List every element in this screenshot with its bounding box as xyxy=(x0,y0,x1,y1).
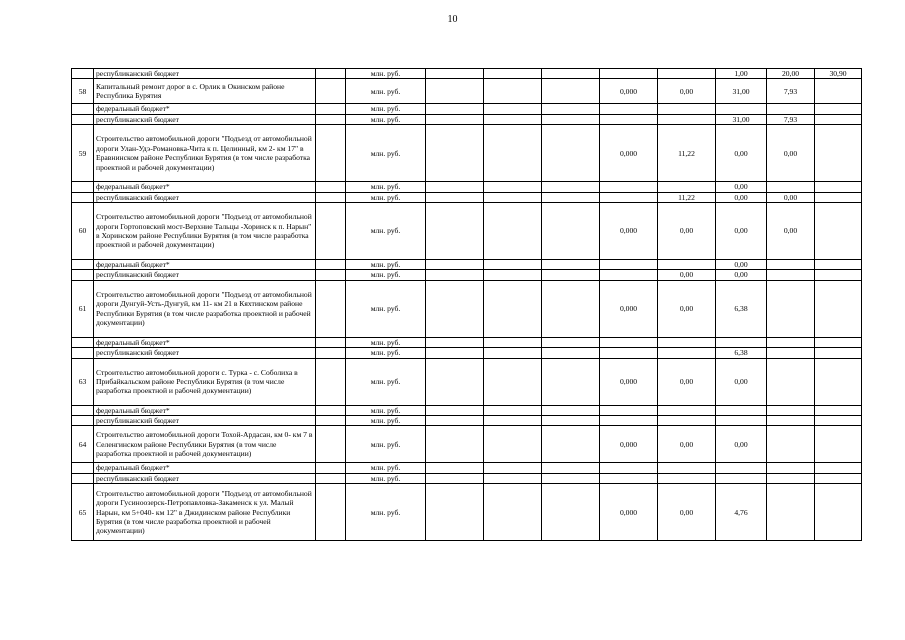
value-cell xyxy=(815,358,862,405)
row-number xyxy=(72,182,94,192)
value-cell xyxy=(815,463,862,473)
value-cell xyxy=(716,104,767,114)
value-cell: 0,00 xyxy=(658,280,716,337)
value-cell xyxy=(542,270,600,280)
budget-subrow xyxy=(72,270,862,280)
project-row xyxy=(72,203,862,260)
value-cell: 0,00 xyxy=(716,260,767,270)
value-cell: 20,00 xyxy=(767,69,815,79)
value-cell xyxy=(600,270,658,280)
value-cell xyxy=(484,348,542,358)
value-cell xyxy=(484,473,542,483)
value-cell xyxy=(542,182,600,192)
budget-subrow xyxy=(72,192,862,202)
value-cell xyxy=(767,348,815,358)
value-cell xyxy=(658,337,716,347)
value-cell: 0,000 xyxy=(600,79,658,104)
value-cell xyxy=(426,484,484,541)
value-cell xyxy=(426,192,484,202)
value-cell xyxy=(484,125,542,182)
row-number: 60 xyxy=(72,203,94,260)
value-cell xyxy=(542,426,600,463)
value-cell xyxy=(767,104,815,114)
value-cell xyxy=(542,79,600,104)
value-cell xyxy=(426,473,484,483)
value-cell: 31,00 xyxy=(716,79,767,104)
value-cell xyxy=(767,463,815,473)
budget-subrow xyxy=(72,405,862,415)
value-cell: 30,90 xyxy=(815,69,862,79)
value-cell xyxy=(542,114,600,124)
value-cell xyxy=(767,337,815,347)
unit-cell: млн. руб. xyxy=(346,337,426,347)
budget-source-label: республиканский бюджет xyxy=(94,416,316,426)
value-cell xyxy=(658,104,716,114)
empty-cell xyxy=(316,416,346,426)
value-cell xyxy=(658,405,716,415)
row-number: 63 xyxy=(72,358,94,405)
row-number xyxy=(72,416,94,426)
value-cell: 11,22 xyxy=(658,125,716,182)
project-row xyxy=(72,280,862,337)
value-cell xyxy=(658,114,716,124)
value-cell xyxy=(426,416,484,426)
value-cell xyxy=(815,348,862,358)
budget-subrow xyxy=(72,463,862,473)
empty-cell xyxy=(316,405,346,415)
value-cell xyxy=(426,104,484,114)
value-cell xyxy=(658,348,716,358)
value-cell xyxy=(426,114,484,124)
value-cell xyxy=(426,337,484,347)
value-cell xyxy=(815,203,862,260)
value-cell xyxy=(426,463,484,473)
value-cell xyxy=(658,260,716,270)
value-cell xyxy=(658,416,716,426)
row-number xyxy=(72,405,94,415)
empty-cell xyxy=(316,125,346,182)
value-cell xyxy=(484,203,542,260)
empty-cell xyxy=(316,114,346,124)
project-row xyxy=(72,79,862,104)
value-cell: 0,00 xyxy=(658,79,716,104)
empty-cell xyxy=(316,104,346,114)
budget-subrow xyxy=(72,473,862,483)
value-cell xyxy=(426,203,484,260)
value-cell xyxy=(815,182,862,192)
row-number xyxy=(72,69,94,79)
value-cell xyxy=(542,337,600,347)
value-cell xyxy=(484,182,542,192)
value-cell xyxy=(542,358,600,405)
value-cell xyxy=(484,358,542,405)
project-name: Строительство автомобильной дороги "Подъезд от автомобильной дороги Гортоповский мост-Верхние Тальцы -Хоринск к п. Нарын" в Хоринском районе Республики Бурятия (в том числе разработка проектной и рабочей документации) xyxy=(94,203,316,260)
value-cell xyxy=(716,473,767,483)
unit-cell: млн. руб. xyxy=(346,358,426,405)
value-cell xyxy=(426,260,484,270)
unit-cell: млн. руб. xyxy=(346,192,426,202)
value-cell xyxy=(484,405,542,415)
value-cell: 0,000 xyxy=(600,484,658,541)
unit-cell: млн. руб. xyxy=(346,79,426,104)
value-cell xyxy=(542,260,600,270)
value-cell: 0,00 xyxy=(767,203,815,260)
value-cell xyxy=(600,405,658,415)
value-cell xyxy=(600,473,658,483)
value-cell xyxy=(815,114,862,124)
value-cell xyxy=(767,426,815,463)
row-number xyxy=(72,348,94,358)
value-cell xyxy=(767,484,815,541)
row-number xyxy=(72,114,94,124)
unit-cell: млн. руб. xyxy=(346,280,426,337)
value-cell xyxy=(767,280,815,337)
value-cell xyxy=(542,280,600,337)
project-name: Строительство автомобильной дороги "Подъезд от автомобильной дороги Дунгуй-Усть-Дунгуй, км 11- км 21 в Кяхтинском районе Республики Бурятия (в том числе разработка проектной и рабочей документации) xyxy=(94,280,316,337)
empty-cell xyxy=(316,473,346,483)
project-name: Капитальный ремонт дорог в с. Орлик в Окинском районе Республика Бурятия xyxy=(94,79,316,104)
budget-source-label: республиканский бюджет xyxy=(94,69,316,79)
value-cell xyxy=(426,182,484,192)
budget-source-label: федеральный бюджет* xyxy=(94,405,316,415)
value-cell xyxy=(484,114,542,124)
empty-cell xyxy=(316,463,346,473)
unit-cell: млн. руб. xyxy=(346,270,426,280)
empty-cell xyxy=(316,260,346,270)
value-cell xyxy=(600,104,658,114)
budget-source-label: республиканский бюджет xyxy=(94,473,316,483)
budget-subrow xyxy=(72,69,862,79)
value-cell xyxy=(767,182,815,192)
value-cell xyxy=(815,337,862,347)
project-row xyxy=(72,125,862,182)
value-cell xyxy=(542,473,600,483)
project-row xyxy=(72,484,862,541)
value-cell xyxy=(484,79,542,104)
empty-cell xyxy=(316,280,346,337)
value-cell: 0,00 xyxy=(716,125,767,182)
budget-source-label: федеральный бюджет* xyxy=(94,260,316,270)
row-number: 59 xyxy=(72,125,94,182)
row-number xyxy=(72,473,94,483)
empty-cell xyxy=(316,79,346,104)
value-cell: 0,00 xyxy=(716,270,767,280)
empty-cell xyxy=(316,270,346,280)
empty-cell xyxy=(316,182,346,192)
value-cell: 0,00 xyxy=(767,125,815,182)
value-cell xyxy=(542,69,600,79)
value-cell: 0,00 xyxy=(658,203,716,260)
value-cell xyxy=(815,405,862,415)
value-cell xyxy=(815,280,862,337)
value-cell xyxy=(426,270,484,280)
value-cell xyxy=(815,125,862,182)
value-cell xyxy=(815,416,862,426)
value-cell xyxy=(767,270,815,280)
value-cell xyxy=(484,337,542,347)
value-cell xyxy=(426,348,484,358)
budget-source-label: федеральный бюджет* xyxy=(94,337,316,347)
value-cell xyxy=(542,416,600,426)
value-cell xyxy=(542,125,600,182)
value-cell xyxy=(815,473,862,483)
value-cell: 31,00 xyxy=(716,114,767,124)
budget-subrow xyxy=(72,337,862,347)
project-row xyxy=(72,426,862,463)
value-cell xyxy=(484,192,542,202)
value-cell xyxy=(484,280,542,337)
empty-cell xyxy=(316,192,346,202)
unit-cell: млн. руб. xyxy=(346,104,426,114)
budget-subrow xyxy=(72,104,862,114)
value-cell: 6,38 xyxy=(716,280,767,337)
value-cell xyxy=(542,192,600,202)
unit-cell: млн. руб. xyxy=(346,484,426,541)
value-cell: 0,00 xyxy=(716,182,767,192)
value-cell xyxy=(716,337,767,347)
unit-cell: млн. руб. xyxy=(346,416,426,426)
budget-table xyxy=(71,68,862,541)
value-cell xyxy=(600,69,658,79)
value-cell xyxy=(542,463,600,473)
unit-cell: млн. руб. xyxy=(346,405,426,415)
budget-source-label: республиканский бюджет xyxy=(94,270,316,280)
budget-subrow xyxy=(72,182,862,192)
value-cell xyxy=(600,192,658,202)
value-cell xyxy=(658,473,716,483)
value-cell xyxy=(767,416,815,426)
value-cell xyxy=(767,358,815,405)
value-cell: 0,00 xyxy=(658,426,716,463)
value-cell: 0,000 xyxy=(600,358,658,405)
budget-source-label: федеральный бюджет* xyxy=(94,463,316,473)
value-cell xyxy=(484,260,542,270)
value-cell xyxy=(815,270,862,280)
value-cell xyxy=(815,260,862,270)
value-cell: 0,000 xyxy=(600,426,658,463)
row-number xyxy=(72,270,94,280)
value-cell: 0,000 xyxy=(600,125,658,182)
row-number: 65 xyxy=(72,484,94,541)
budget-subrow xyxy=(72,114,862,124)
value-cell: 0,00 xyxy=(658,484,716,541)
value-cell xyxy=(815,426,862,463)
value-cell: 11,22 xyxy=(658,192,716,202)
value-cell xyxy=(542,203,600,260)
unit-cell: млн. руб. xyxy=(346,69,426,79)
unit-cell: млн. руб. xyxy=(346,463,426,473)
value-cell xyxy=(600,463,658,473)
empty-cell xyxy=(316,426,346,463)
value-cell xyxy=(484,463,542,473)
empty-cell xyxy=(316,484,346,541)
unit-cell: млн. руб. xyxy=(346,182,426,192)
value-cell xyxy=(767,473,815,483)
row-number xyxy=(72,463,94,473)
value-cell: 6,38 xyxy=(716,348,767,358)
row-number xyxy=(72,104,94,114)
row-number xyxy=(72,192,94,202)
value-cell xyxy=(426,69,484,79)
value-cell xyxy=(426,125,484,182)
value-cell xyxy=(767,260,815,270)
value-cell xyxy=(484,426,542,463)
value-cell xyxy=(658,463,716,473)
value-cell: 7,93 xyxy=(767,79,815,104)
value-cell xyxy=(716,463,767,473)
value-cell xyxy=(542,484,600,541)
value-cell xyxy=(484,416,542,426)
row-number: 61 xyxy=(72,280,94,337)
value-cell: 4,76 xyxy=(716,484,767,541)
project-name: Строительство автомобильной дороги "Подъезд от автомобильной дороги Гусиноозерск-Петропавловка-Закаменск к ул. Малый Нарын, км 5+040- км 12" в Джидинском районе Республики Бурятия (в том числе разработка проектной и рабочей документации) xyxy=(94,484,316,541)
project-name: Строительство автомобильной дороги с. Турка - с. Соболиха в Прибайкальском районе Республики Бурятия (в том числе разработка проектной и рабочей документации) xyxy=(94,358,316,405)
budget-source-label: федеральный бюджет* xyxy=(94,104,316,114)
value-cell xyxy=(600,337,658,347)
budget-subrow xyxy=(72,348,862,358)
value-cell: 0,00 xyxy=(658,270,716,280)
budget-subrow xyxy=(72,416,862,426)
value-cell: 0,00 xyxy=(767,192,815,202)
unit-cell: млн. руб. xyxy=(346,114,426,124)
value-cell xyxy=(600,114,658,124)
row-number: 58 xyxy=(72,79,94,104)
budget-subrow xyxy=(72,260,862,270)
value-cell xyxy=(484,69,542,79)
value-cell xyxy=(426,79,484,104)
value-cell xyxy=(484,484,542,541)
unit-cell: млн. руб. xyxy=(346,125,426,182)
value-cell xyxy=(542,348,600,358)
empty-cell xyxy=(316,348,346,358)
value-cell xyxy=(815,79,862,104)
value-cell xyxy=(815,192,862,202)
value-cell xyxy=(600,416,658,426)
value-cell: 0,00 xyxy=(716,192,767,202)
unit-cell: млн. руб. xyxy=(346,203,426,260)
project-name: Строительство автомобильной дороги Тохой-Ардасан, км 0- км 7 в Селенгинском районе Республики Бурятия (в том числе разработка проектной и рабочей документации) xyxy=(94,426,316,463)
budget-source-label: федеральный бюджет* xyxy=(94,182,316,192)
value-cell: 0,00 xyxy=(658,358,716,405)
value-cell xyxy=(426,426,484,463)
value-cell xyxy=(426,405,484,415)
value-cell xyxy=(716,416,767,426)
value-cell: 7,93 xyxy=(767,114,815,124)
value-cell: 1,00 xyxy=(716,69,767,79)
value-cell xyxy=(600,182,658,192)
value-cell xyxy=(542,104,600,114)
value-cell xyxy=(484,270,542,280)
value-cell xyxy=(426,358,484,405)
value-cell xyxy=(815,484,862,541)
value-cell xyxy=(542,405,600,415)
budget-source-label: республиканский бюджет xyxy=(94,192,316,202)
value-cell: 0,00 xyxy=(716,358,767,405)
empty-cell xyxy=(316,337,346,347)
budget-source-label: республиканский бюджет xyxy=(94,348,316,358)
value-cell xyxy=(600,348,658,358)
value-cell xyxy=(716,405,767,415)
value-cell: 0,00 xyxy=(716,203,767,260)
unit-cell: млн. руб. xyxy=(346,348,426,358)
value-cell xyxy=(484,104,542,114)
value-cell xyxy=(658,69,716,79)
page-number: 10 xyxy=(447,14,458,25)
budget-source-label: республиканский бюджет xyxy=(94,114,316,124)
unit-cell: млн. руб. xyxy=(346,426,426,463)
empty-cell xyxy=(316,69,346,79)
row-number xyxy=(72,337,94,347)
row-number xyxy=(72,260,94,270)
value-cell xyxy=(658,182,716,192)
empty-cell xyxy=(316,203,346,260)
project-name: Строительство автомобильной дороги "Подъезд от автомобильной дороги Улан-Удэ-Романовка-Чита к п. Целинный, км 2- км 17" в Еравнинском районе Республики Бурятия (в том числе разработка проектной и рабочей документации) xyxy=(94,125,316,182)
unit-cell: млн. руб. xyxy=(346,260,426,270)
value-cell xyxy=(600,260,658,270)
empty-cell xyxy=(316,358,346,405)
project-row xyxy=(72,358,862,405)
value-cell xyxy=(426,280,484,337)
value-cell xyxy=(767,405,815,415)
value-cell: 0,000 xyxy=(600,203,658,260)
value-cell xyxy=(815,104,862,114)
value-cell: 0,000 xyxy=(600,280,658,337)
unit-cell: млн. руб. xyxy=(346,473,426,483)
row-number: 64 xyxy=(72,426,94,463)
value-cell: 0,00 xyxy=(716,426,767,463)
